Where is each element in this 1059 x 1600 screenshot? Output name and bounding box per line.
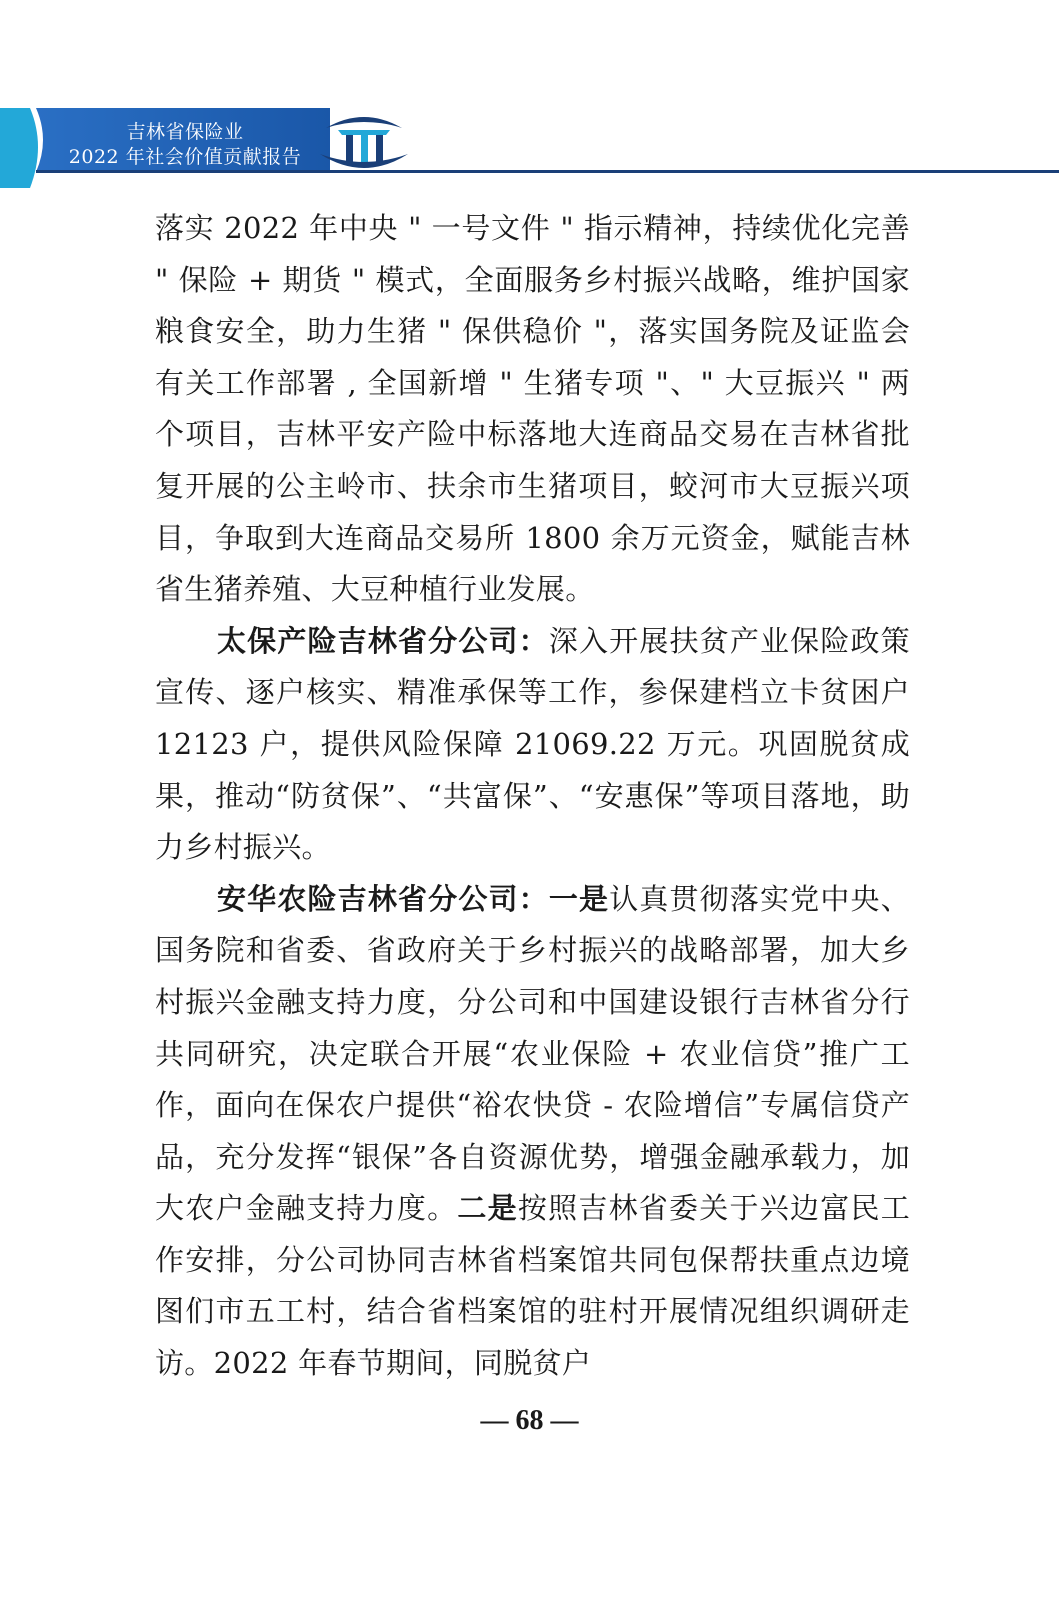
paragraph-3-text-1: 认真贯彻落实党中央、国务院和省委、省政府关于乡村振兴的战略部署，加大乡村振兴金融支持力度，分公司和中国建设银行吉林省分行共同研究，决定联合开展“农业保险 + 农业信贷”推广工作，面向在保农户提供“裕农快贷 - 农险增信”专属信贷产品，充分发挥“银保”各自资源优势，增强金融承载力，加大农户金融支持力度。 bbox=[155, 881, 910, 1226]
paragraph-2-label: 太保产险吉林省分公司： bbox=[217, 623, 549, 658]
paragraph-3 bbox=[155, 874, 910, 1390]
report-header bbox=[0, 108, 1059, 188]
paragraph-2-text: 深入开展扶贫产业保险政策宣传、逐户核实、精准承保等工作，参保建档立卡贫困户 12123 户，提供风险保障 21069.22 万元。巩固脱贫成果，推动“防贫保”、“共富保”、“安惠保”等项目落地，助力乡村振兴。 bbox=[155, 623, 910, 865]
paragraph-3-text-2: 按照吉林省委关于兴边富民工作安排，分公司协同吉林省档案馆共同包保帮扶重点边境图们市五工村，结合省档案馆的驻村开展情况组织调研走访。2022 年春节期间，同脱贫户 bbox=[155, 1191, 910, 1381]
main-text bbox=[155, 203, 910, 1390]
paragraph-3-first-marker: 一是 bbox=[548, 881, 610, 916]
pavilion-logo-icon bbox=[318, 108, 410, 174]
header-rule bbox=[330, 170, 1059, 173]
header-rule-left bbox=[36, 170, 330, 173]
paragraph-3-label: 安华农险吉林省分公司： bbox=[217, 881, 549, 916]
header-title-line2: 2022 年社会价值贡献报告 bbox=[68, 146, 302, 168]
header-title-line1: 吉林省保险业 bbox=[126, 121, 244, 143]
page-number: — 68 — bbox=[480, 1405, 579, 1436]
paragraph-2 bbox=[155, 616, 910, 874]
paragraph-1: 落实 2022 年中央 " 一号文件 " 指示精神，持续优化完善 " 保险 + 期货 " 模式，全面服务乡村振兴战略，维护国家粮食安全，助力生猪 " 保供稳价 "，落实国务院及证监会有关工作部署 , 全国新增 " 生猪专项 "、" 大豆振兴 " 两个项目，吉林平安产险中标落地大连商品交易在吉林省批复开展的公主岭市、扶余市生猪项目，蛟河市大豆振兴项目，争取到大连商品交易所 1800 余万元资金，赋能吉林省生猪养殖、大豆种植行业发展。 bbox=[155, 211, 910, 607]
header-accent-tab bbox=[0, 108, 38, 188]
header-title bbox=[40, 120, 330, 170]
paragraph-3-second-marker: 二是 bbox=[457, 1191, 518, 1226]
